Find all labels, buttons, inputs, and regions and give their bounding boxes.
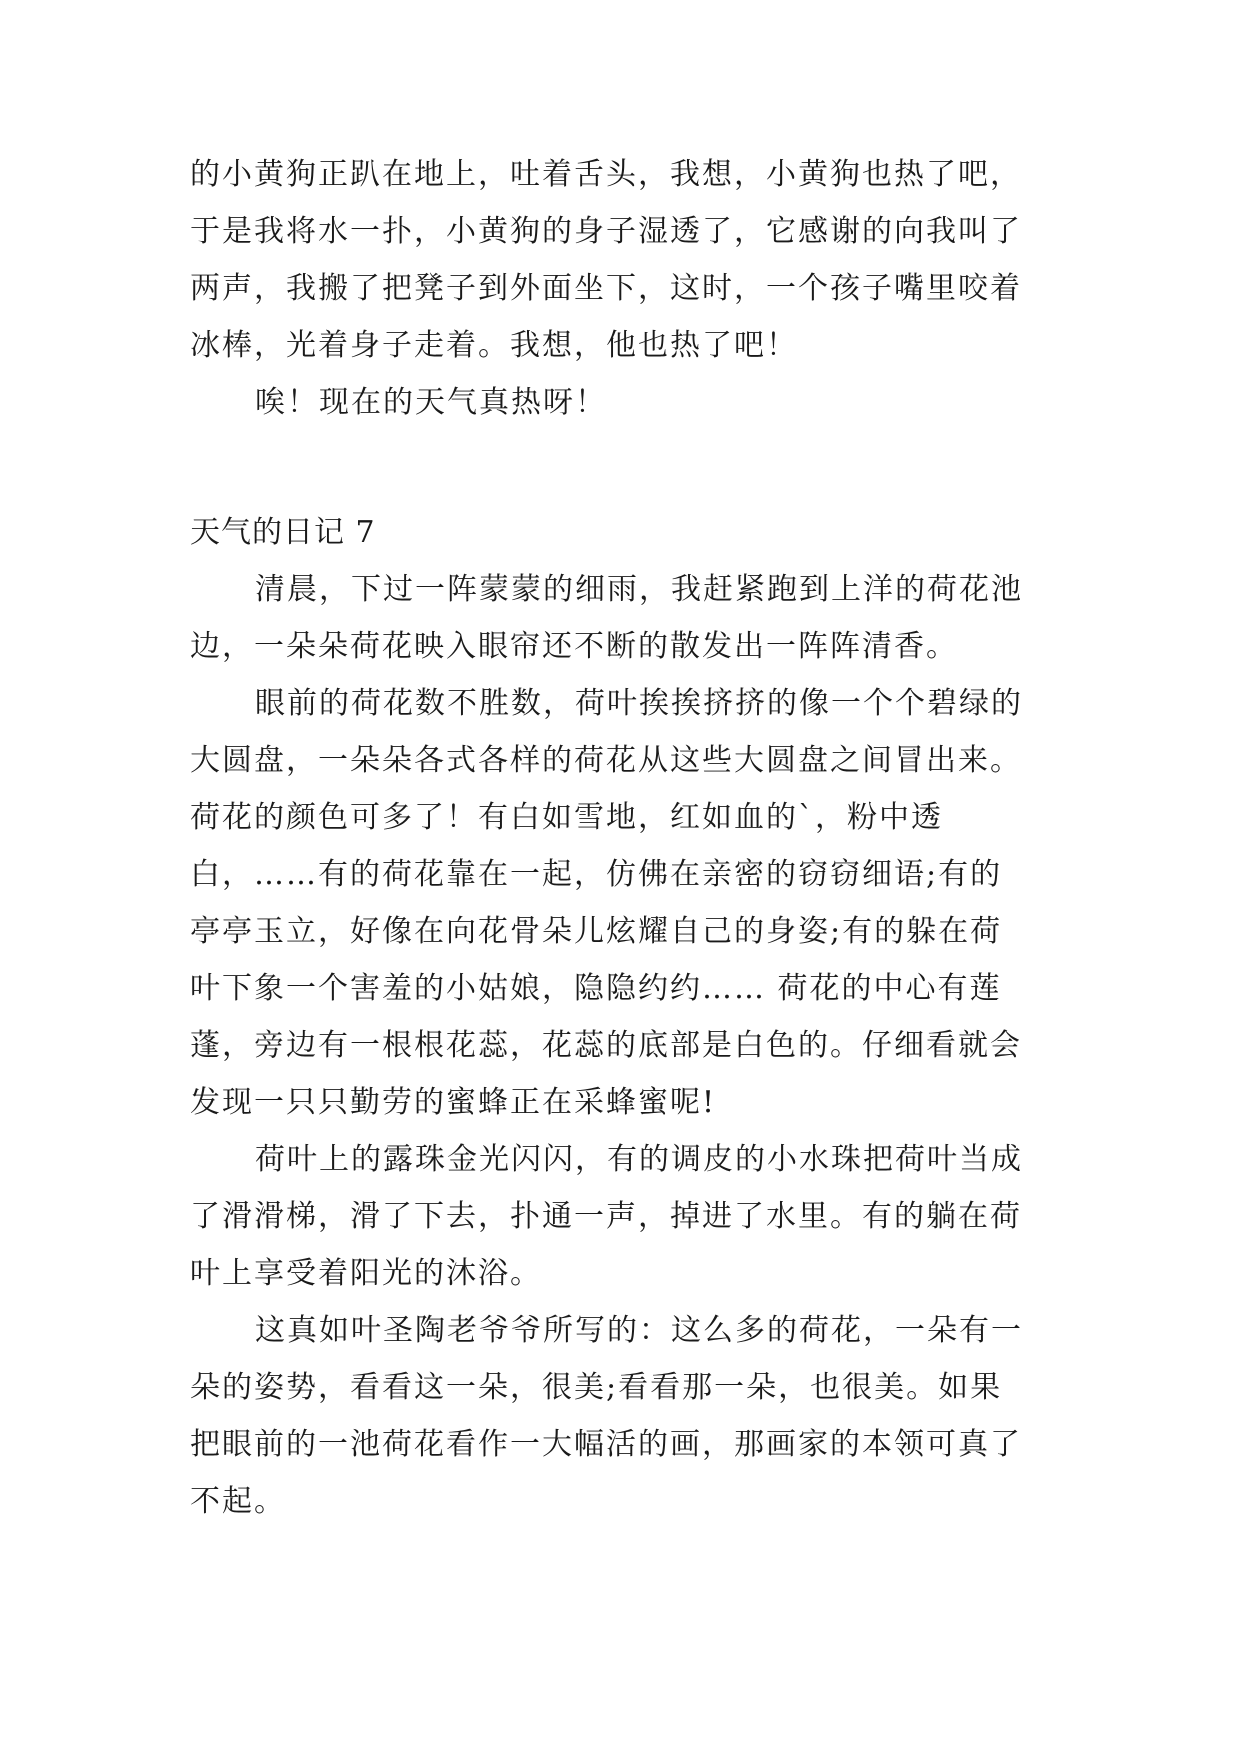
text-line: 大圆盘，一朵朵各式各样的荷花从这些大圆盘之间冒出来。 [190,743,1022,778]
text-line: 叶上享受着阳光的沐浴。 [190,1256,542,1291]
text-line: 发现一只只勤劳的蜜蜂正在采蜂蜜呢! [190,1085,717,1120]
text-line: 把眼前的一池荷花看作一大幅活的画，那画家的本领可真了 [190,1427,1022,1462]
text-line: 蓬，旁边有一根根花蕊，花蕊的底部是白色的。仔细看就会 [190,1028,1022,1063]
text-line: 两声，我搬了把凳子到外面坐下，这时，一个孩子嘴里咬着 [190,271,1022,306]
text-line: 了滑滑梯，滑了下去，扑通一声，掉进了水里。有的躺在荷 [190,1199,1022,1234]
text-line: 清晨，下过一阵蒙蒙的细雨，我赶紧跑到上洋的荷花池 [255,572,1023,607]
text-line: 白，……有的荷花靠在一起，仿佛在亲密的窃窃细语;有的 [190,857,1003,892]
text-line: 荷叶上的露珠金光闪闪，有的调皮的小水珠把荷叶当成 [255,1142,1023,1177]
text-line: 叶下象一个害羞的小姑娘，隐隐约约…… 荷花的中心有莲 [190,971,1002,1006]
text-line: 的小黄狗正趴在地上，吐着舌头，我想，小黄狗也热了吧， [190,157,1022,192]
section-title: 天气的日记 7 [190,515,376,550]
text-line: 这真如叶圣陶老爷爷所写的：这么多的荷花，一朵有一 [255,1313,1023,1348]
text-line: 于是我将水一扑，小黄狗的身子湿透了，它感谢的向我叫了 [190,214,1022,249]
text-line: 不起。 [190,1484,286,1519]
text-line: 朵的姿势，看看这一朵，很美;看看那一朵，也很美。如果 [190,1370,1003,1405]
text-line: 眼前的荷花数不胜数，荷叶挨挨挤挤的像一个个碧绿的 [255,686,1023,721]
closing-line: 唉！现在的天气真热呀！ [255,385,607,420]
text-line: 边，一朵朵荷花映入眼帘还不断的散发出一阵阵清香。 [190,629,958,664]
text-line: 亭亭玉立，好像在向花骨朵儿炫耀自己的身姿;有的躲在荷 [190,914,1003,949]
text-line: 冰棒，光着身子走着。我想，他也热了吧！ [190,328,798,363]
text-line: 荷花的颜色可多了！有白如雪地，红如血的`，粉中透 [190,800,943,835]
